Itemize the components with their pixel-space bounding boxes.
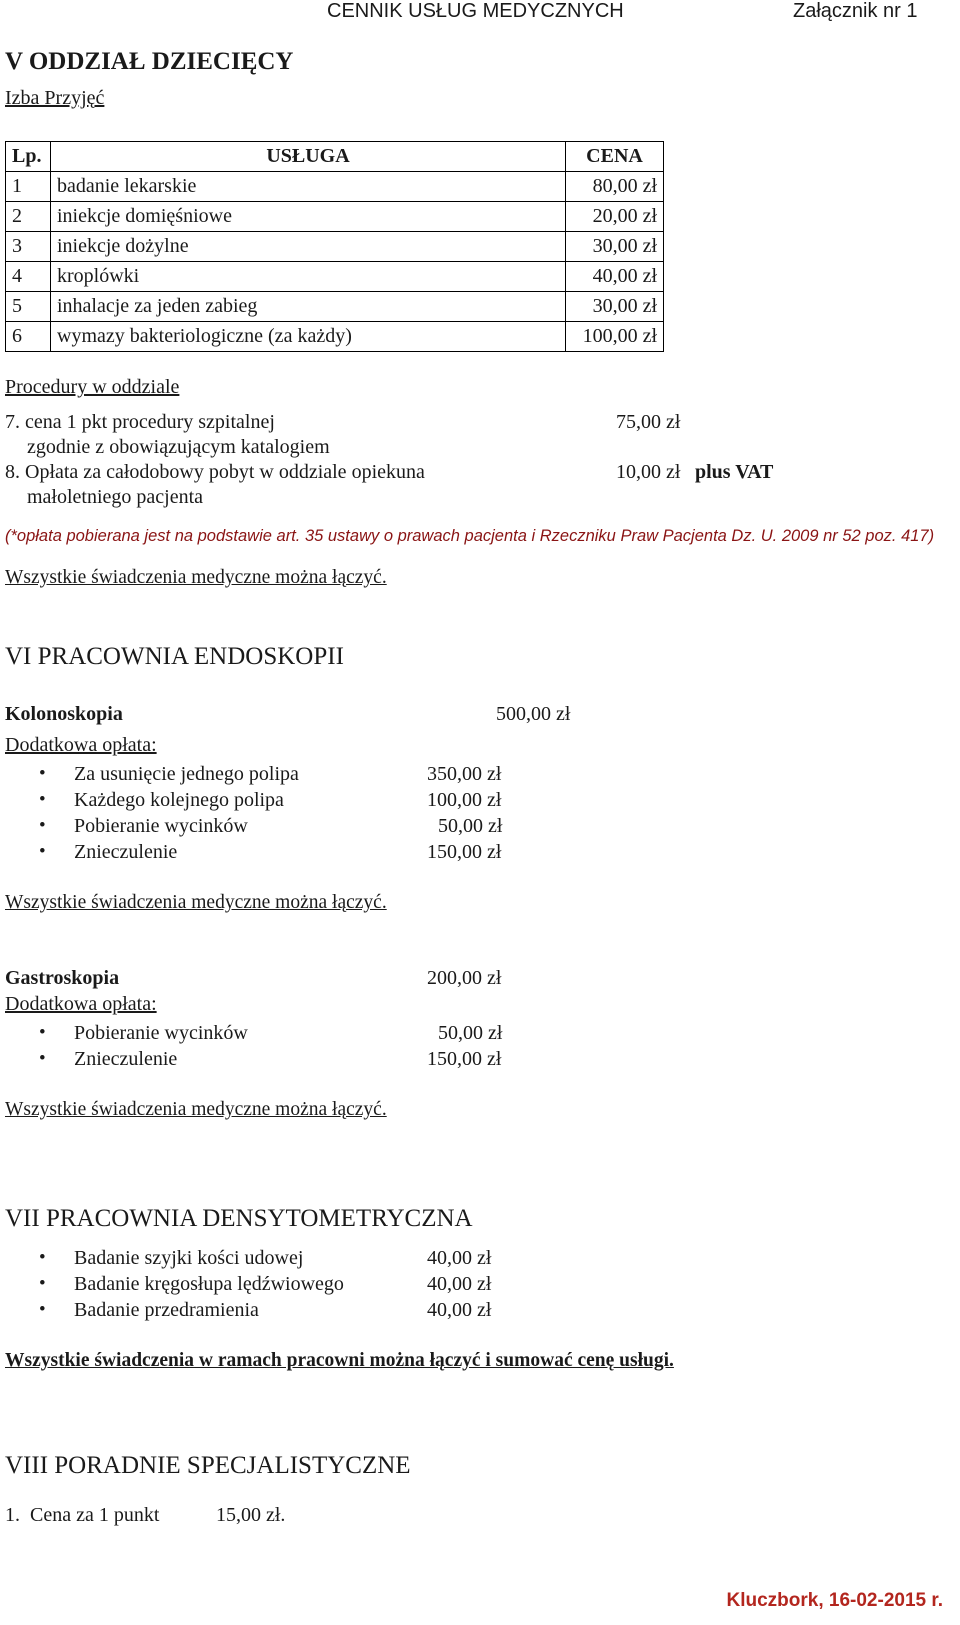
document-header-title: CENNIK USŁUG MEDYCZNYCH (327, 0, 624, 22)
colonoscopy-extra-price: 150,00 zł (427, 841, 502, 863)
densitometry-price: 40,00 zł (427, 1299, 492, 1321)
gastroscopy-extra-price: 50,00 zł (438, 1022, 503, 1044)
section-title-endoscopy: VI PRACOWNIA ENDOSKOPII (5, 643, 344, 670)
colonoscopy-extra-item: • Znieczulenie (74, 841, 177, 864)
row-price: 100,00 zł (566, 322, 664, 352)
column-header-service: USŁUGA (51, 142, 566, 172)
row-price: 30,00 zł (566, 292, 664, 322)
table-row (6, 262, 664, 292)
gastroscopy-price: 200,00 zł (427, 967, 502, 989)
item-8-price: 10,00 zł (616, 461, 681, 483)
colonoscopy-price: 500,00 zł (496, 703, 571, 725)
row-price: 20,00 zł (566, 202, 664, 232)
row-service: kroplówki (51, 262, 566, 292)
column-header-price: CENA (566, 142, 664, 172)
row-price: 30,00 zł (566, 232, 664, 262)
section-title-densitometry: VII PRACOWNIA DENSYTOMETRYCZNA (5, 1205, 473, 1232)
attachment-label: Załącznik nr 1 (793, 0, 918, 22)
colonoscopy-extra-price: 50,00 zł (438, 815, 503, 837)
combine-note-densitometry: Wszystkie świadczenia w ramach pracowni można łączyć i sumować cenę usługi. (5, 1350, 674, 1371)
gastroscopy-extra-item: • Pobieranie wycinków (74, 1022, 248, 1045)
item-7-line2: zgodnie z obowiązującym katalogiem (27, 436, 330, 458)
table-row (6, 292, 664, 322)
colonoscopy-extra-item: • Każdego kolejnego polipa (74, 789, 284, 812)
row-number: 4 (6, 262, 51, 292)
legal-note: (*opłata pobierana jest na podstawie art. 35 ustawy o prawach pacjenta i Rzeczniku Praw Pacjenta Dz. U. 2009 nr 52 poz. 417) (5, 527, 935, 545)
table-row (6, 172, 664, 202)
row-service: badanie lekarskie (51, 172, 566, 202)
colonoscopy-extra-item: • Za usunięcie jednego polipa (74, 763, 299, 786)
place-and-date: Kluczbork, 16-02-2015 r. (726, 1590, 943, 1611)
row-service: wymazy bakteriologiczne (za każdy) (51, 322, 566, 352)
colonoscopy-extra-price: 350,00 zł (427, 763, 502, 785)
gastroscopy-extra-label: Dodatkowa opłata: (5, 993, 157, 1015)
item-8-vat: plus VAT (695, 461, 774, 483)
combine-note-gastroscopy: Wszystkie świadczenia medyczne można łączyć. (5, 1099, 387, 1120)
table-row (6, 202, 664, 232)
price-table (5, 141, 664, 352)
densitometry-item: • Badanie kręgosłupa lędźwiowego (74, 1273, 344, 1296)
row-number: 6 (6, 322, 51, 352)
item-8-line1: 8. Opłata za całodobowy pobyt w oddziale opiekuna (5, 461, 425, 483)
item-7-price: 75,00 zł (616, 411, 681, 433)
densitometry-item: • Badanie przedramienia (74, 1299, 259, 1322)
gastroscopy-extra-price: 150,00 zł (427, 1048, 502, 1070)
row-price: 80,00 zł (566, 172, 664, 202)
row-number: 1 (6, 172, 51, 202)
item-8-line2: małoletniego pacjenta (27, 486, 204, 508)
clinic-point-price: 15,00 zł. (216, 1504, 286, 1526)
item-7-line1: 7. cena 1 pkt procedury szpitalnej (5, 411, 275, 433)
colonoscopy-extra-label: Dodatkowa opłata: (5, 734, 157, 756)
gastroscopy-label: Gastroskopia (5, 967, 120, 989)
table-header-row (6, 142, 664, 172)
colonoscopy-label: Kolonoskopia (5, 703, 123, 725)
table-row (6, 232, 664, 262)
row-service: iniekcje domięśniowe (51, 202, 566, 232)
combine-note-colonoscopy: Wszystkie świadczenia medyczne można łączyć. (5, 892, 387, 913)
admission-room-subtitle: Izba Przyjęć (5, 87, 105, 109)
section-title-specialist-clinics: VIII PORADNIE SPECJALISTYCZNE (5, 1452, 411, 1479)
colonoscopy-extra-item: • Pobieranie wycinków (74, 815, 248, 838)
densitometry-price: 40,00 zł (427, 1273, 492, 1295)
row-number: 5 (6, 292, 51, 322)
column-header-lp: Lp. (6, 142, 51, 172)
row-number: 2 (6, 202, 51, 232)
procedures-subtitle: Procedury w oddziale (5, 376, 180, 398)
clinic-point-price-label: 1. Cena za 1 punkt (5, 1504, 160, 1526)
combine-note-children-ward: Wszystkie świadczenia medyczne można łączyć. (5, 567, 387, 588)
row-service: inhalacje za jeden zabieg (51, 292, 566, 322)
densitometry-item: • Badanie szyjki kości udowej (74, 1247, 303, 1270)
row-number: 3 (6, 232, 51, 262)
densitometry-price: 40,00 zł (427, 1247, 492, 1269)
row-service: iniekcje dożylne (51, 232, 566, 262)
table-row (6, 322, 664, 352)
row-price: 40,00 zł (566, 262, 664, 292)
gastroscopy-extra-item: • Znieczulenie (74, 1048, 177, 1071)
colonoscopy-extra-price: 100,00 zł (427, 789, 502, 811)
section-title-children-ward: V ODDZIAŁ DZIECIĘCY (5, 48, 294, 75)
